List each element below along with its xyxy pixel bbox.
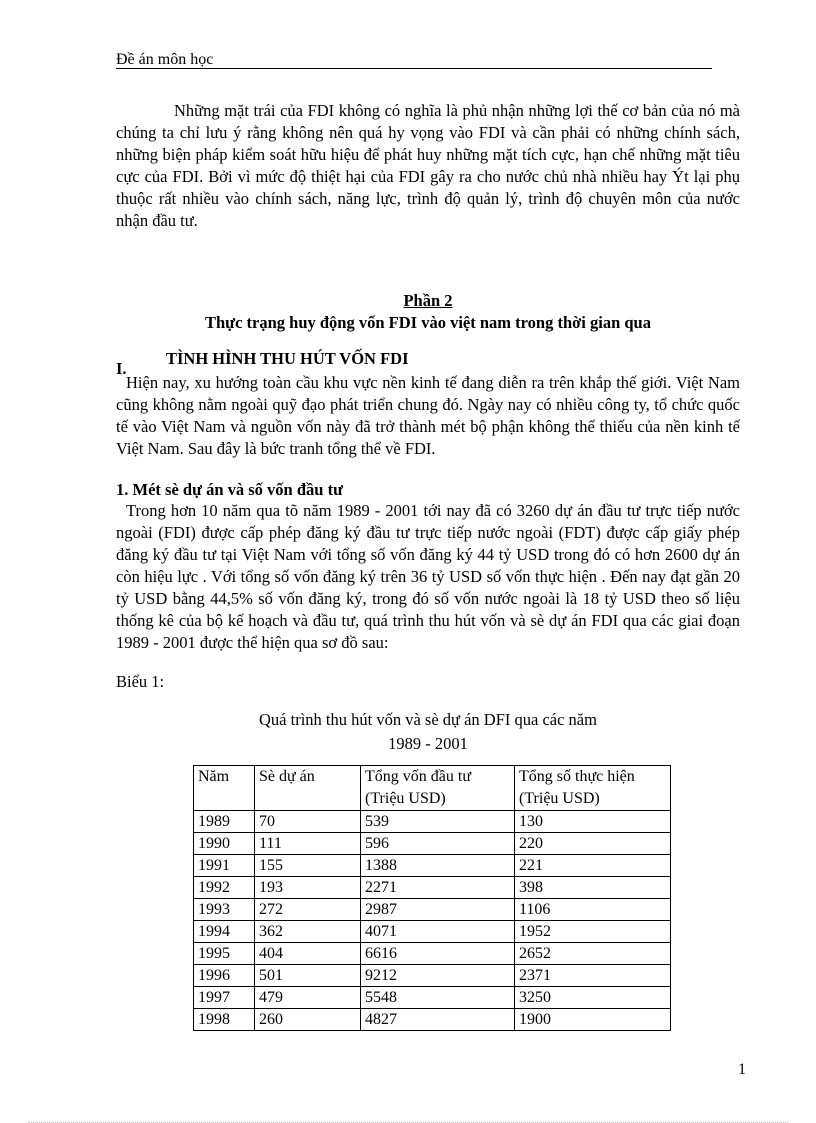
table-header-row bbox=[194, 766, 671, 811]
cell-implemented: 220 bbox=[515, 833, 671, 855]
cell-projects: 70 bbox=[255, 811, 361, 833]
cell-projects: 260 bbox=[255, 1009, 361, 1031]
header-implemented: Tổng số thực hiện (Triệu USD) bbox=[515, 766, 671, 811]
cell-projects: 193 bbox=[255, 877, 361, 899]
cell-implemented: 1900 bbox=[515, 1009, 671, 1031]
cell-implemented: 130 bbox=[515, 811, 671, 833]
cell-year: 1990 bbox=[194, 833, 255, 855]
cell-total-capital: 9212 bbox=[361, 965, 515, 987]
cell-total-capital: 2271 bbox=[361, 877, 515, 899]
cell-implemented: 2652 bbox=[515, 943, 671, 965]
cell-projects: 155 bbox=[255, 855, 361, 877]
intro-paragraph: Những mặt trái của FDI không có nghĩa là phủ nhận những lợi thế cơ bản của nó mà chúng ta chỉ lưu ý rằng không nên quá hy vọng vào FDI và cần phải có những chính sách, những biện pháp kiểm soát hữu hiệu để phát huy những mặt tích cực, hạn chế những mặt tiêu cực của FDI. Bởi vì mức độ thiệt hại của FDI gây ra cho nước chủ nhà nhiều hay Ýt lại phụ thuộc rất nhiều vào chính sách, năng lực, trình độ quản lý, trình độ chuyên môn của nước nhận đầu tư. bbox=[116, 101, 740, 230]
table-row bbox=[194, 899, 671, 921]
cell-implemented: 398 bbox=[515, 877, 671, 899]
cell-total-capital: 4071 bbox=[361, 921, 515, 943]
cell-year: 1991 bbox=[194, 855, 255, 877]
part-label: Phần 2 bbox=[403, 291, 453, 310]
page-number: 1 bbox=[738, 1061, 746, 1078]
table-row bbox=[194, 987, 671, 1009]
table-row bbox=[194, 811, 671, 833]
cell-year: 1993 bbox=[194, 899, 255, 921]
cell-total-capital: 1388 bbox=[361, 855, 515, 877]
cell-year: 1995 bbox=[194, 943, 255, 965]
cell-total-capital: 539 bbox=[361, 811, 515, 833]
table-row bbox=[194, 855, 671, 877]
cell-year: 1997 bbox=[194, 987, 255, 1009]
cell-total-capital: 5548 bbox=[361, 987, 515, 1009]
figure-label: Biểu 1: bbox=[116, 672, 165, 691]
header-year: Năm bbox=[194, 766, 255, 811]
cell-year: 1992 bbox=[194, 877, 255, 899]
cell-total-capital: 596 bbox=[361, 833, 515, 855]
section-paragraph: Hiện nay, xu hướng toàn cầu khu vực nền kinh tế đang diễn ra trên khắp thế giới. Việt Nam cũng không nằm ngoài quỹ đạo phát triển chung đó. Ngày nay có nhiều công ty, tổ chức quốc tế vào Việt Nam và nguồn vốn này đã trở thành mét bộ phận không thể thiếu của nền kinh tế Việt Nam. Sau đây là bức tranh tổng thể về FDI. bbox=[116, 373, 740, 458]
cell-implemented: 3250 bbox=[515, 987, 671, 1009]
table-title-line-2: 1989 - 2001 bbox=[388, 734, 468, 753]
cell-year: 1996 bbox=[194, 965, 255, 987]
cell-projects: 501 bbox=[255, 965, 361, 987]
cell-implemented: 221 bbox=[515, 855, 671, 877]
table-title-line-1: Quá trình thu hút vốn và sè dự án DFI qua các năm bbox=[259, 710, 597, 729]
cell-projects: 111 bbox=[255, 833, 361, 855]
part-heading: Thực trạng huy động vốn FDI vào việt nam trong thời gian qua bbox=[205, 313, 651, 332]
table-title bbox=[116, 708, 740, 756]
cell-projects: 362 bbox=[255, 921, 361, 943]
cell-implemented: 1106 bbox=[515, 899, 671, 921]
table-row bbox=[194, 877, 671, 899]
header-total-capital: Tổng vốn đầu tư (Triệu USD) bbox=[361, 766, 515, 811]
subsection-title: 1. Mét sè dự án và số vốn đầu tư bbox=[116, 480, 343, 499]
cell-total-capital: 4827 bbox=[361, 1009, 515, 1031]
table-row bbox=[194, 965, 671, 987]
cell-year: 1994 bbox=[194, 921, 255, 943]
cell-implemented: 2371 bbox=[515, 965, 671, 987]
section-title: TÌNH HÌNH THU HÚT VỐN FDI bbox=[166, 349, 409, 368]
cell-implemented: 1952 bbox=[515, 921, 671, 943]
section-number: I. bbox=[116, 359, 127, 378]
fdi-table bbox=[193, 765, 671, 1031]
table-row bbox=[194, 943, 671, 965]
cell-projects: 479 bbox=[255, 987, 361, 1009]
cell-total-capital: 6616 bbox=[361, 943, 515, 965]
table-row bbox=[194, 921, 671, 943]
cell-projects: 272 bbox=[255, 899, 361, 921]
table-row bbox=[194, 1009, 671, 1031]
table-row bbox=[194, 833, 671, 855]
page-header: Đề án môn học bbox=[116, 50, 712, 69]
cell-year: 1989 bbox=[194, 811, 255, 833]
header-projects: Sè dự án bbox=[255, 766, 361, 811]
subsection-paragraph: Trong hơn 10 năm qua tõ năm 1989 - 2001 tới nay đã có 3260 dự án đầu tư trực tiếp nước ngoài (FDI) được cấp phép đăng ký đầu tư trực tiếp nước ngoài (FDT) được cấp giấy phép đăng ký đầu tư tại Việt Nam với tổng số vốn đăng ký 44 tỷ USD trong đó có hơn 2600 dự án còn hiệu lực . Với tổng số vốn đăng ký trên 36 tỷ USD số vốn thực hiện . Đến nay đạt gần 20 tỷ USD bằng 44,5% số vốn đăng ký, trong đó số vốn nước ngoài là 18 tỷ USD theo số liệu thống kê của bộ kế hoạch và đầu tư, quá trình thu hút vốn và sè dự án FDI qua các giai đoạn 1989 - 2001 được thể hiện qua sơ đồ sau: bbox=[116, 501, 740, 652]
part-title bbox=[116, 290, 740, 334]
cell-projects: 404 bbox=[255, 943, 361, 965]
cell-total-capital: 2987 bbox=[361, 899, 515, 921]
cell-year: 1998 bbox=[194, 1009, 255, 1031]
